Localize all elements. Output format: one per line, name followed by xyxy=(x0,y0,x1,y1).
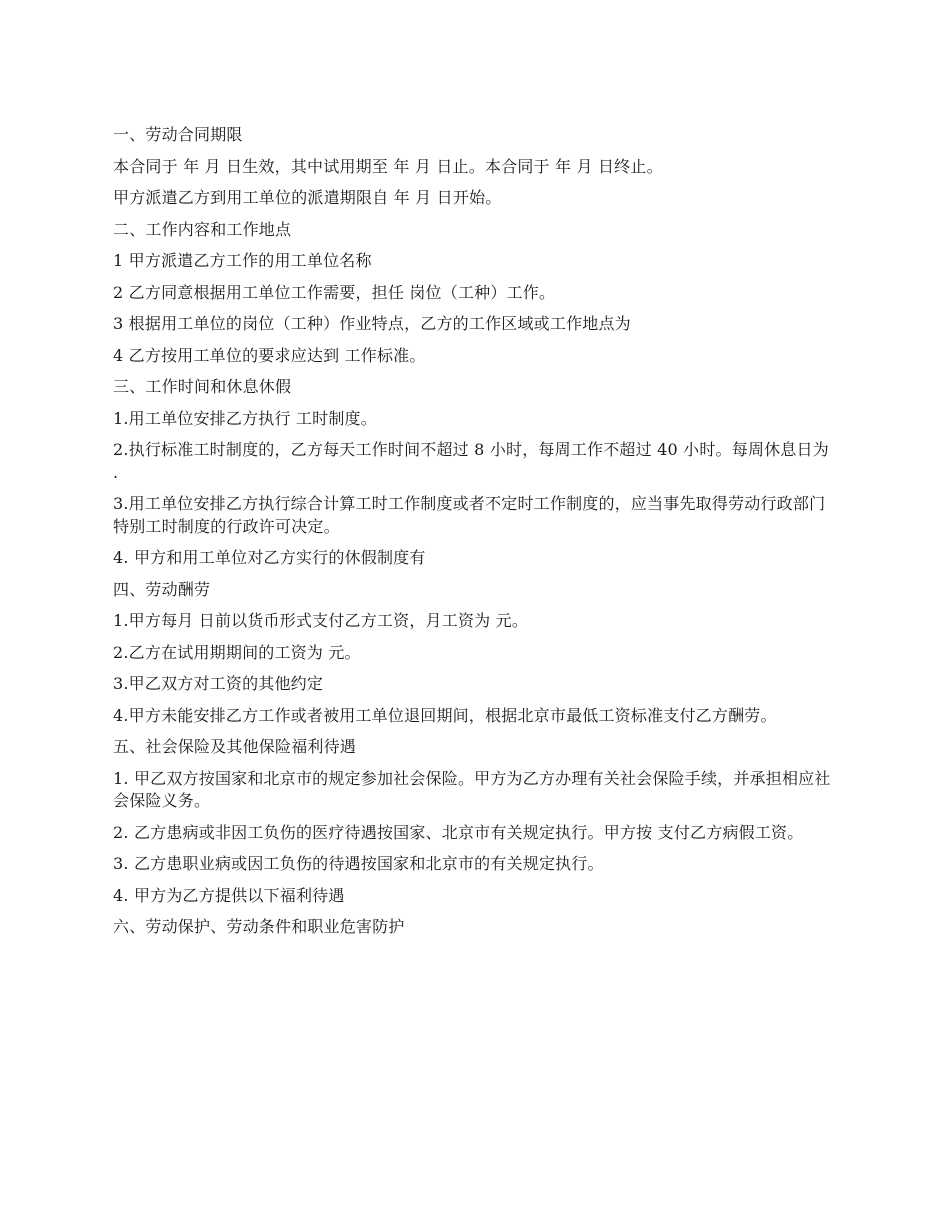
section-heading-social-insurance: 五、社会保险及其他保险福利待遇 xyxy=(113,737,357,756)
section-heading-remuneration: 四、劳动酬劳 xyxy=(113,579,211,599)
paragraph-leave-system: 4. 甲方和用工单位对乙方实行的休假制度有 xyxy=(113,548,426,567)
document-page xyxy=(113,124,837,948)
section-heading-labor-protection: 六、劳动保护、劳动条件和职业危害防护 xyxy=(113,917,405,936)
paragraph-contract-dates: 本合同于 年 月 日生效，其中试用期至 年 月 日止。本合同于 年 月 日终止。 xyxy=(113,156,663,176)
paragraph-standard-hours: 2.执行标准工时制度的，乙方每天工作时间不超过 8 小时，每周工作不超过 40 小时。每周休息日为 . xyxy=(113,440,829,482)
paragraph-hours-system: 1.用工单位安排乙方执行 工时制度。 xyxy=(113,408,377,428)
paragraph-work-location: 3 根据用工单位的岗位（工种）作业特点，乙方的工作区域或工作地点为 xyxy=(113,314,631,333)
paragraph-benefits: 4. 甲方为乙方提供以下福利待遇 xyxy=(113,885,345,905)
section-heading-work-content: 二、工作内容和工作地点 xyxy=(113,219,292,239)
paragraph-work-standard: 4 乙方按用工单位的要求应达到 工作标准。 xyxy=(113,345,426,365)
paragraph-sick-leave: 2. 乙方患病或非因工负伤的医疗待遇按国家、北京市有关规定执行。甲方按 支付乙方病假工资。 xyxy=(113,822,804,842)
section-heading-work-hours: 三、工作时间和休息休假 xyxy=(113,377,292,396)
paragraph-minimum-wage: 4.甲方未能安排乙方工作或者被用工单位退回期间，根据北京市最低工资标准支付乙方酬劳。 xyxy=(113,705,777,725)
paragraph-occupational-injury: 3. 乙方患职业病或因工负伤的待遇按国家和北京市的有关规定执行。 xyxy=(113,854,604,873)
paragraph-monthly-wage: 1.甲方每月 日前以货币形式支付乙方工资，月工资为 元。 xyxy=(113,611,529,630)
section-heading-term: 一、劳动合同期限 xyxy=(113,125,243,144)
paragraph-other-wage-terms: 3.甲乙双方对工资的其他约定 xyxy=(113,674,324,693)
paragraph-employer-name: 1 甲方派遣乙方工作的用工单位名称 xyxy=(113,251,372,270)
paragraph-dispatch-period: 甲方派遣乙方到用工单位的派遣期限自 年 月 日开始。 xyxy=(113,188,502,207)
paragraph-probation-wage: 2.乙方在试用期期间的工资为 元。 xyxy=(113,642,361,662)
paragraph-job-position: 2 乙方同意根据用工单位工作需要，担任 岗位（工种）工作。 xyxy=(113,282,556,302)
paragraph-special-hours: 3.用工单位安排乙方执行综合计算工时工作制度或者不定时工作制度的，应当事先取得劳动行政部门特别工时制度的行政许可决定。 xyxy=(113,494,826,536)
paragraph-insurance-enrollment: 1. 甲乙双方按国家和北京市的规定参加社会保险。甲方为乙方办理有关社会保险手续，并承担相应社会保险义务。 xyxy=(113,768,831,810)
